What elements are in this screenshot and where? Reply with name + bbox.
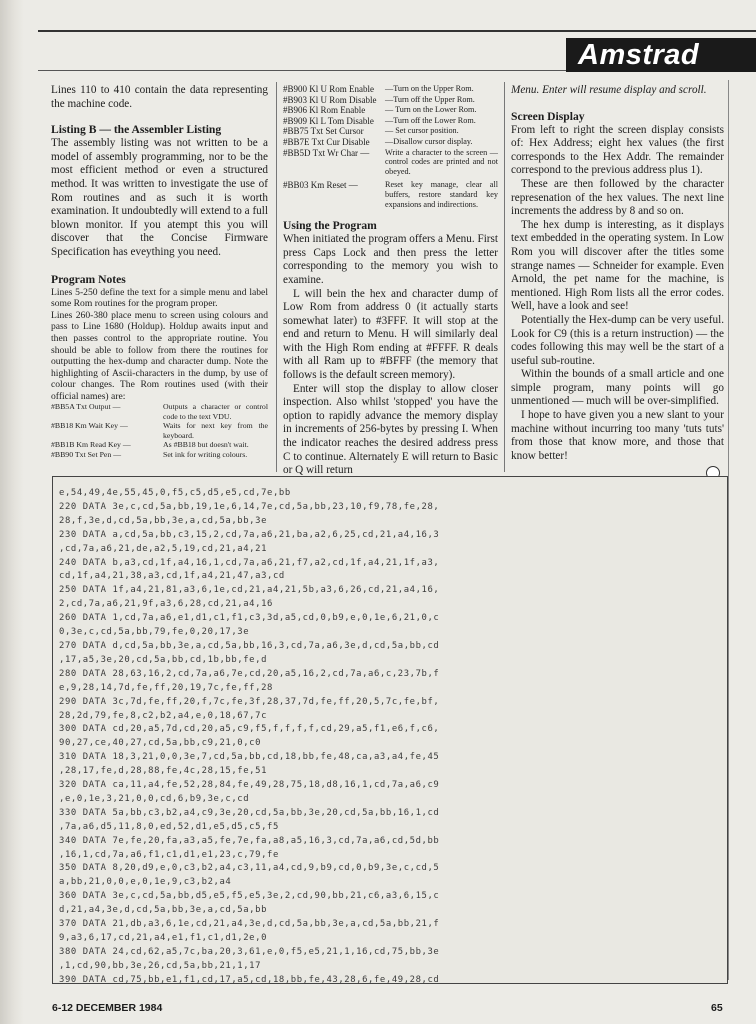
rom-key: #BB7E Txt Cur Disable (283, 136, 370, 147)
top-rule (38, 30, 756, 32)
listing-line: e,54,49,4e,55,45,0,f5,c5,d5,e5,cd,7e,bb (59, 488, 291, 498)
rom-key: #B900 Kl U Rom Enable (283, 84, 374, 94)
continued-text: Menu. Enter will resume display and scroll. (511, 84, 707, 96)
rom-desc: Write a character to the screen — control codes are printed and not obeyed. (385, 147, 498, 176)
listing-line: 0,3e,c,cd,5a,bb,79,fe,0,20,17,3e (59, 627, 250, 638)
notes-paragraph-1: Lines 5-250 define the text for a simple menu and label some Rom routines for the program proper. (51, 286, 268, 310)
rom-desc: — Turn on the Lower Rom. (385, 105, 477, 115)
listing-line: 360 DATA 3e,c,cd,5a,bb,d5,e5,f5,e5,3e,2,cd,90,bb,21,c6,a3,6,15,c (59, 891, 440, 902)
notes-paragraph-2: Lines 260-380 place menu to screen using colours and pass to Line 1680 (Holdup). Holdup awaits input and then passes control to the appropriate routine. You should be able to follow from there the routines for outputting the hex-dump and character dump. Note the highlighting of Ascii-characters in the dump, by use of colour changes. The Rom routines used (with their official names) are: (51, 309, 268, 402)
using-paragraph-2: L will bein the hex and character dump of Low Rom from address 0 (it actually starts somewhat later) to #3FFF. It will stop at the end and return to Menu. H will similarly deal with the High Rom ending at #FFFF. R deals with all Ram up to #BFFF (the memory that follows is the default screen memory). (283, 287, 498, 382)
listing-line: 280 DATA 28,63,16,2,cd,7a,a6,7e,cd,20,a5,16,2,cd,7a,a6,c,23,7b,f (59, 668, 440, 679)
program-notes (51, 287, 268, 403)
rom-desc: As #BB18 but doesn't wait. (163, 440, 249, 450)
rom-key: #BB03 Km Reset — (283, 180, 358, 191)
listing-line: 270 DATA d,cd,5a,bb,3e,a,cd,5a,bb,16,3,cd,7a,a6,3e,d,cd,5a,bb,cd (59, 640, 440, 651)
listing-line: 320 DATA ca,11,a4,fe,52,28,84,fe,49,28,75,18,d8,16,1,cd,7a,a6,c9 (59, 780, 440, 791)
screen-paragraph-5: Within the bounds of a small article and one simple program, many points will go unmentioned — much will be over-simplified. (511, 368, 724, 408)
listing-line: cd,1f,a4,21,38,a3,cd,1f,a4,21,47,a3,cd (59, 571, 285, 582)
listing-line: 90,27,ce,40,27,cd,5a,bb,c9,21,0,c0 (59, 738, 262, 749)
listing-line: 380 DATA 24,cd,62,a5,7c,ba,20,3,61,e,0,f5,e5,21,1,16,cd,75,bb,3e (59, 946, 440, 957)
screen-paragraph-2: These are then followed by the character represenation of the hex values. The next line increments the address by 8 and so on. (511, 177, 724, 218)
listing-line: 28,2d,79,fe,8,c2,b2,a4,e,0,18,67,7c (59, 710, 268, 721)
screen-paragraph-4: Potentially the Hex-dump can be very useful. Look for C9 (this is a return instruction) — the codes following this may well be the start of a useful sub-routine. (511, 313, 724, 367)
listing-line: 330 DATA 5a,bb,c3,b2,a4,c9,3e,20,cd,5a,bb,3e,20,cd,5a,bb,16,1,cd (59, 807, 440, 818)
rom-routine-table-1 (51, 402, 268, 458)
section-banner: Amstrad (566, 38, 756, 72)
column-divider (504, 82, 505, 472)
listing-line: 390 DATA cd,75,bb,e1,f1,cd,17,a5,cd,18,bb,fe,43,28,6,fe,49,28,cd (59, 974, 440, 984)
code-listing-box (52, 476, 728, 984)
issue-date: 6-12 DECEMBER 1984 (52, 1002, 163, 1014)
listing-line: 300 DATA cd,20,a5,7d,cd,20,a5,c9,f5,f,f,f,f,cd,29,a5,f1,e6,f,c6, (59, 724, 440, 735)
table-row (283, 126, 498, 137)
listing-line: ,7a,a6,d5,11,8,0,ed,52,d1,e5,d5,c5,f5 (59, 821, 279, 832)
intro-text: Lines 110 to 410 contain the data representing the machine code. (51, 84, 268, 110)
table-row (51, 402, 268, 421)
rom-desc: —Turn on the Upper Rom. (385, 84, 474, 93)
using-paragraph-3: Enter will stop the display to allow closer inspection. Also whilst 'stopped' you have the option to rapidly advance the memory display in increments of 256-bytes by pressing I. When the indicator reaches the desired address press C to continue. Alternately E will return to Basic or Q will return (283, 382, 498, 477)
rom-key: #BB75 Txt Set Cursor (283, 126, 364, 137)
listing-line: 28,f,3e,d,cd,5a,bb,3e,a,cd,5a,bb,3e (59, 515, 268, 526)
listing-line: 260 DATA 1,cd,7a,a6,e1,d1,c1,f1,c3,3d,a5,cd,0,b9,e,0,1e,6,21,0,c (59, 613, 440, 624)
using-program-heading: Using the Program (283, 219, 377, 233)
table-row (283, 116, 498, 127)
page-binding-shadow (0, 0, 24, 1024)
screen-paragraph-6: I hope to have given you a new slant to your machine without incurring too many 'tuts tuts' from those that know more, and those that know better! (511, 409, 724, 462)
rom-desc: Outputs a character or control code to the text VDU. (163, 402, 268, 421)
listing-line: d,21,a4,3e,d,cd,5a,bb,3e,a,cd,5a,bb (59, 905, 268, 916)
column-2 (283, 84, 498, 478)
rom-desc: Reset key manage, clear all buffers, restore standard key expansions and indirections. (385, 180, 498, 209)
using-paragraph-1: When initiated the program offers a Menu. First press Caps Lock and then press the letter corresponding to the memory you wish to examine. (283, 233, 498, 286)
program-notes-heading: Program Notes (51, 272, 126, 286)
code-listing (59, 487, 727, 984)
listing-line: e,9,28,14,7d,fe,ff,20,19,7c,fe,ff,28 (59, 682, 273, 693)
rom-key: #BB18 Km Wait Key — (51, 421, 128, 431)
listing-line: 240 DATA b,a3,cd,1f,a4,16,1,cd,7a,a6,21,f7,a2,cd,1f,a4,21,1f,a3, (59, 557, 440, 568)
rom-desc: —Turn off the Upper Rom. (385, 94, 475, 104)
screen-paragraph-1: From left to right the screen display consists of: Hex Address; eight hex values (the first corresponds to the Hex Addr. The remainder correspond to the previous address plus 1). (511, 123, 724, 177)
header-rule (38, 70, 566, 71)
listing-line: 220 DATA 3e,c,cd,5a,bb,19,1e,6,14,7e,cd,5a,bb,23,10,f9,78,fe,28, (59, 501, 440, 512)
table-row (51, 450, 268, 459)
listing-line: ,16,1,cd,7a,a6,f1,c1,d1,e1,23,c,79,fe (59, 849, 279, 860)
listing-line: 250 DATA 1f,a4,21,81,a3,6,1e,cd,21,a4,21,5b,a3,6,26,cd,21,a4,16, (59, 585, 440, 596)
table-row (283, 105, 498, 116)
intro-paragraph (51, 84, 268, 111)
listing-line: ,17,a5,3e,20,cd,5a,bb,cd,1b,bb,fe,d (59, 654, 268, 665)
listing-line: 290 DATA 3c,7d,fe,ff,20,f,7c,fe,3f,28,37,7d,fe,ff,20,5,7c,fe,bf, (59, 696, 440, 707)
table-row (283, 84, 498, 95)
rom-key: #B903 Kl U Rom Disable (283, 94, 377, 105)
table-row (283, 95, 498, 106)
rom-desc: —Turn off the Lower Rom. (385, 115, 476, 125)
table-row (283, 148, 498, 177)
table-row (51, 421, 268, 440)
column-divider (276, 82, 277, 472)
rom-desc: —Disallow cursor display. (385, 136, 473, 146)
listing-b-paragraph: The assembly listing was not written to be a model of assembly programming, nor to be the most efficient method or even a structured method. It was written to investigate the use of Rom routines and as such it is worth examination. It undoubtedly will extend to a full blown monitor. If you atempt this you will discover that the Concise Firmware Specification has eveything you need. (51, 137, 268, 258)
table-row (283, 176, 498, 209)
listing-line: 230 DATA a,cd,5a,bb,c3,15,2,cd,7a,a6,21,ba,a2,6,25,cd,21,a4,16,3 (59, 529, 440, 540)
rom-desc: Set ink for writing colours. (163, 449, 248, 459)
rom-key: #BB5D Txt Wr Char — (283, 147, 370, 158)
listing-line: ,1,cd,90,bb,3e,26,cd,5a,bb,21,1,17 (59, 960, 262, 971)
column-1 (51, 84, 268, 459)
right-margin-rule (728, 80, 729, 980)
rom-desc: Waits for next key from the keyboard. (163, 421, 268, 440)
rom-key: #BB5A Txt Output — (51, 402, 121, 412)
screen-display-heading: Screen Display (511, 109, 585, 123)
listing-line: ,28,17,fe,d,28,88,fe,4c,28,15,fe,51 (59, 766, 268, 777)
screen-paragraph-3: The hex dump is interesting, as it displays text embedded in the operating system. In Low Rom you will discover after the titles some strange names — Schneider for example. Even Arnold, the pet name for the machine, is mentioned. High Rom lists all the error codes. Well, have a look and see! (511, 218, 724, 313)
listing-line: ,cd,7a,a6,21,de,a2,5,19,cd,21,a4,21 (59, 543, 268, 554)
listing-line: 2,cd,7a,a6,21,9f,a3,6,28,cd,21,a4,16 (59, 599, 273, 610)
listing-line: 9,a3,6,17,cd,21,a4,e1,f1,c1,d1,2e,0 (59, 933, 268, 943)
listing-line: a,bb,21,0,0,e,0,1e,9,c3,b2,a4 (59, 877, 232, 888)
rom-desc: — Set cursor position. (385, 126, 459, 136)
rom-key: #BB90 Txt Set Pen — (51, 449, 122, 459)
rom-key: #B906 Kl Rom Enable (283, 105, 366, 116)
listing-line: 340 DATA 7e,fe,20,fa,a3,a5,fe,7e,fa,a8,a5,16,3,cd,7a,a6,cd,5d,bb (59, 835, 440, 846)
column-3 (511, 84, 724, 463)
rom-key: #B909 Kl L Tom Disable (283, 115, 374, 126)
listing-line: ,e,0,1e,3,21,0,0,cd,6,b9,3e,c,cd (59, 793, 250, 804)
listing-line: 350 DATA 8,20,d9,e,0,c3,b2,a4,c3,11,a4,cd,9,b9,cd,0,b9,3e,c,cd,5 (59, 863, 440, 874)
listing-line: 310 DATA 18,3,21,0,0,3e,7,cd,5a,bb,cd,18,bb,fe,48,ca,a3,a4,fe,45 (59, 752, 440, 763)
rom-key: #BB1B Km Read Key — (51, 440, 131, 450)
rom-routine-table-2 (283, 84, 498, 209)
listing-line: 370 DATA 21,db,a3,6,1e,cd,21,a4,3e,d,cd,5a,bb,3e,a,cd,5a,bb,21,f (59, 919, 440, 930)
listing-b-heading: Listing B — the Assembler Listing (51, 123, 222, 137)
page-number: 65 (711, 1002, 723, 1014)
table-row (283, 137, 498, 148)
table-row (51, 440, 268, 449)
